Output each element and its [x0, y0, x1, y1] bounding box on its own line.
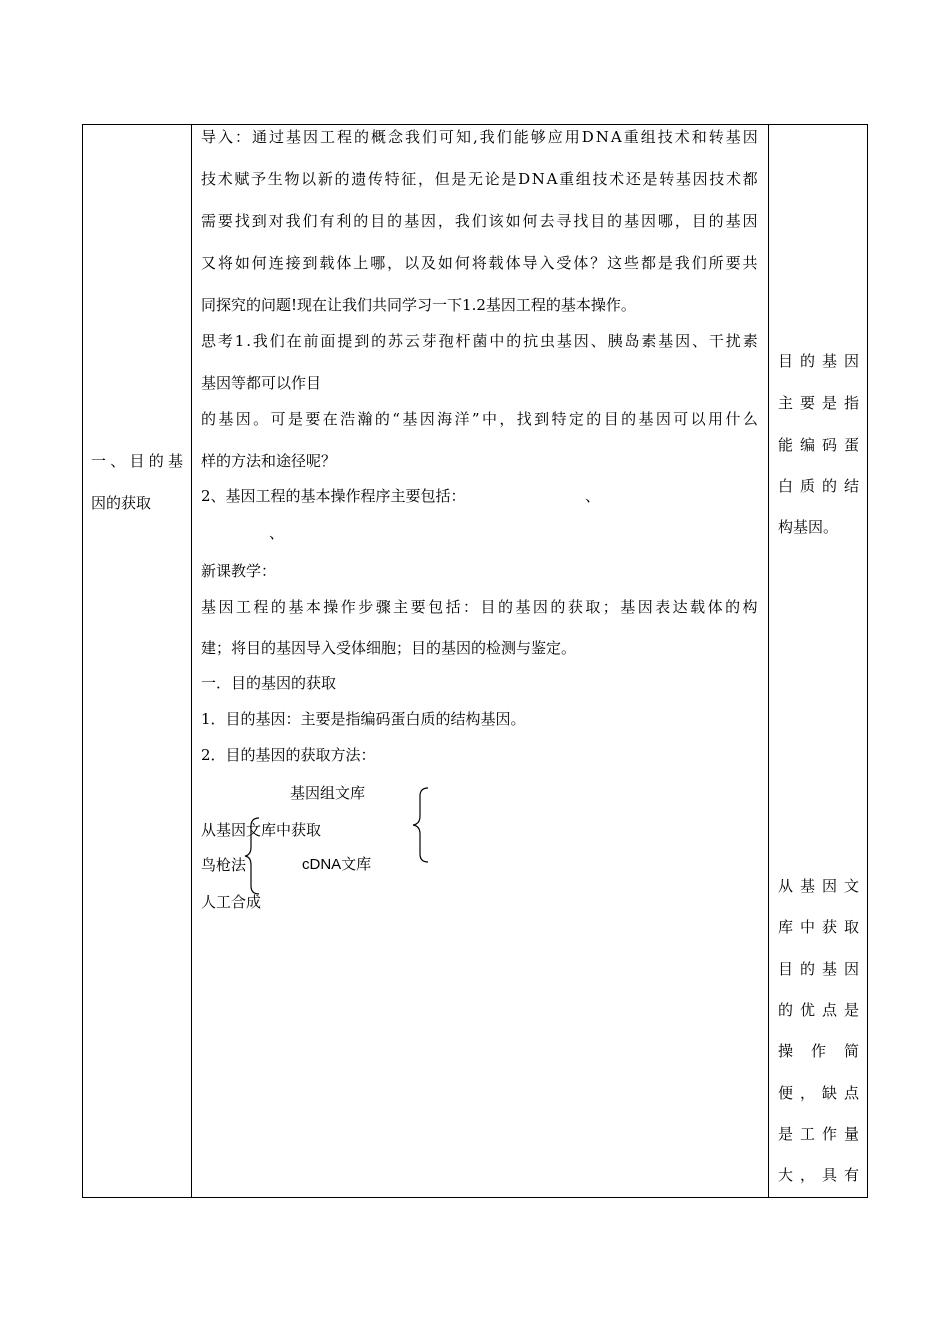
from-library-label: 从基因文库中获取 [201, 821, 322, 839]
note1-line-5: 构基因。 [778, 518, 839, 536]
sub-heading: 一．目的基因的获取 [201, 674, 337, 692]
item-1: 1．目的基因：主要是指编码蛋白质的结构基因。 [201, 710, 526, 728]
steps-line-2: 建；将目的基因导入受体细胞；目的基因的检测与鉴定。 [201, 639, 577, 657]
note2-line-7: 是 工 作 量 [778, 1125, 859, 1143]
think-q1-line-3: 的 基 因 。 可 是 要 在 浩 瀚 的 “ 基 因 海 洋 ” 中 ， 找 到 特 定 的 目 的 基 因 可 以 用 什 么 [201, 410, 758, 428]
note2-line-8: 大 ， 具 有 [778, 1166, 859, 1184]
note2-line-1: 从 基 因 文 [778, 877, 859, 895]
think-q1-line-2: 基因等都可以作目 [201, 374, 322, 392]
lesson-table [82, 124, 868, 1198]
note2-line-4: 的 优 点 是 [778, 1001, 859, 1019]
note1-line-1: 目 的 基 因 [778, 352, 859, 370]
item-2: 2．目的基因的获取方法： [201, 746, 376, 764]
genomic-library-label: 基因组文库 [290, 784, 366, 802]
think-q1-line-1: 思 考 1 . 我 们 在 前 面 提 到 的 苏 云 芽 孢 杆 菌 中 的 抗 虫 基 因 、 胰 岛 素 基 因 、 干 扰 素 [201, 332, 758, 350]
steps-line-1: 基 因 工 程 的 基 本 操 作 步 骤 主 要 包 括 ： 目 的 基 因 的 获 取 ； 基 因 表 达 载 体 的 构 [201, 598, 758, 616]
method-brace-icon [243, 817, 261, 895]
artificial-synthesis-label: 人工合成 [201, 893, 262, 911]
note1-line-3: 能 编 码 蛋 [778, 436, 859, 454]
library-brace-icon [411, 787, 431, 863]
think-q1-line-4: 样的方法和途径呢？ [201, 452, 337, 470]
cdna-library-label: cDNA文库 [302, 856, 372, 873]
column-divider-1 [191, 125, 192, 1197]
note2-line-6: 便 ， 缺 点 [778, 1084, 859, 1102]
section-title-line-1: 一 、 目 的 基 [91, 452, 183, 470]
intro-line-4: 又 将 如 何 连 接 到 载 体 上 哪 ， 以 及 如 何 将 载 体 导 入 受 体 ？ 这 些 都 是 我 们 所 要 共 [201, 254, 758, 272]
note1-line-2: 主 要 是 指 [778, 394, 859, 412]
think-q2-separator-1: 、 [585, 487, 601, 505]
intro-line-3: 需 要 找 到 对 我 们 有 利 的 目 的 基 因 ， 我 们 该 如 何 去 寻 找 目 的 基 因 哪 ， 目 的 基 因 [201, 212, 758, 230]
intro-line-5: 同探究的问题!现在让我们共同学习一下1.2基因工程的基本操作。 [201, 296, 636, 314]
shotgun-label: 鸟枪法 [201, 856, 247, 874]
column-divider-2 [768, 125, 769, 1197]
think-q2-separator-2: 、 [269, 524, 285, 542]
section-title-line-2: 因的获取 [91, 494, 152, 512]
note1-line-4: 白 质 的 结 [778, 477, 859, 495]
intro-line-1: 导 入 ： 通 过 基 因 工 程 的 概 念 我 们 可 知 , 我 们 能 够 应 用 D N A 重 组 技 术 和 转 基 因 [201, 128, 758, 146]
note2-line-5: 操 作 简 [778, 1042, 859, 1060]
think-q2: 2、基因工程的基本操作程序主要包括： [201, 487, 466, 505]
note2-line-3: 目 的 基 因 [778, 960, 859, 978]
new-lesson-heading: 新课教学： [201, 562, 277, 580]
note2-line-2: 库 中 获 取 [778, 918, 859, 936]
intro-line-2: 技 术 赋 予 生 物 以 新 的 遗 传 特 征 ， 但 是 无 论 是 D N A 重 组 技 术 还 是 转 基 因 技 术 都 [201, 170, 758, 188]
